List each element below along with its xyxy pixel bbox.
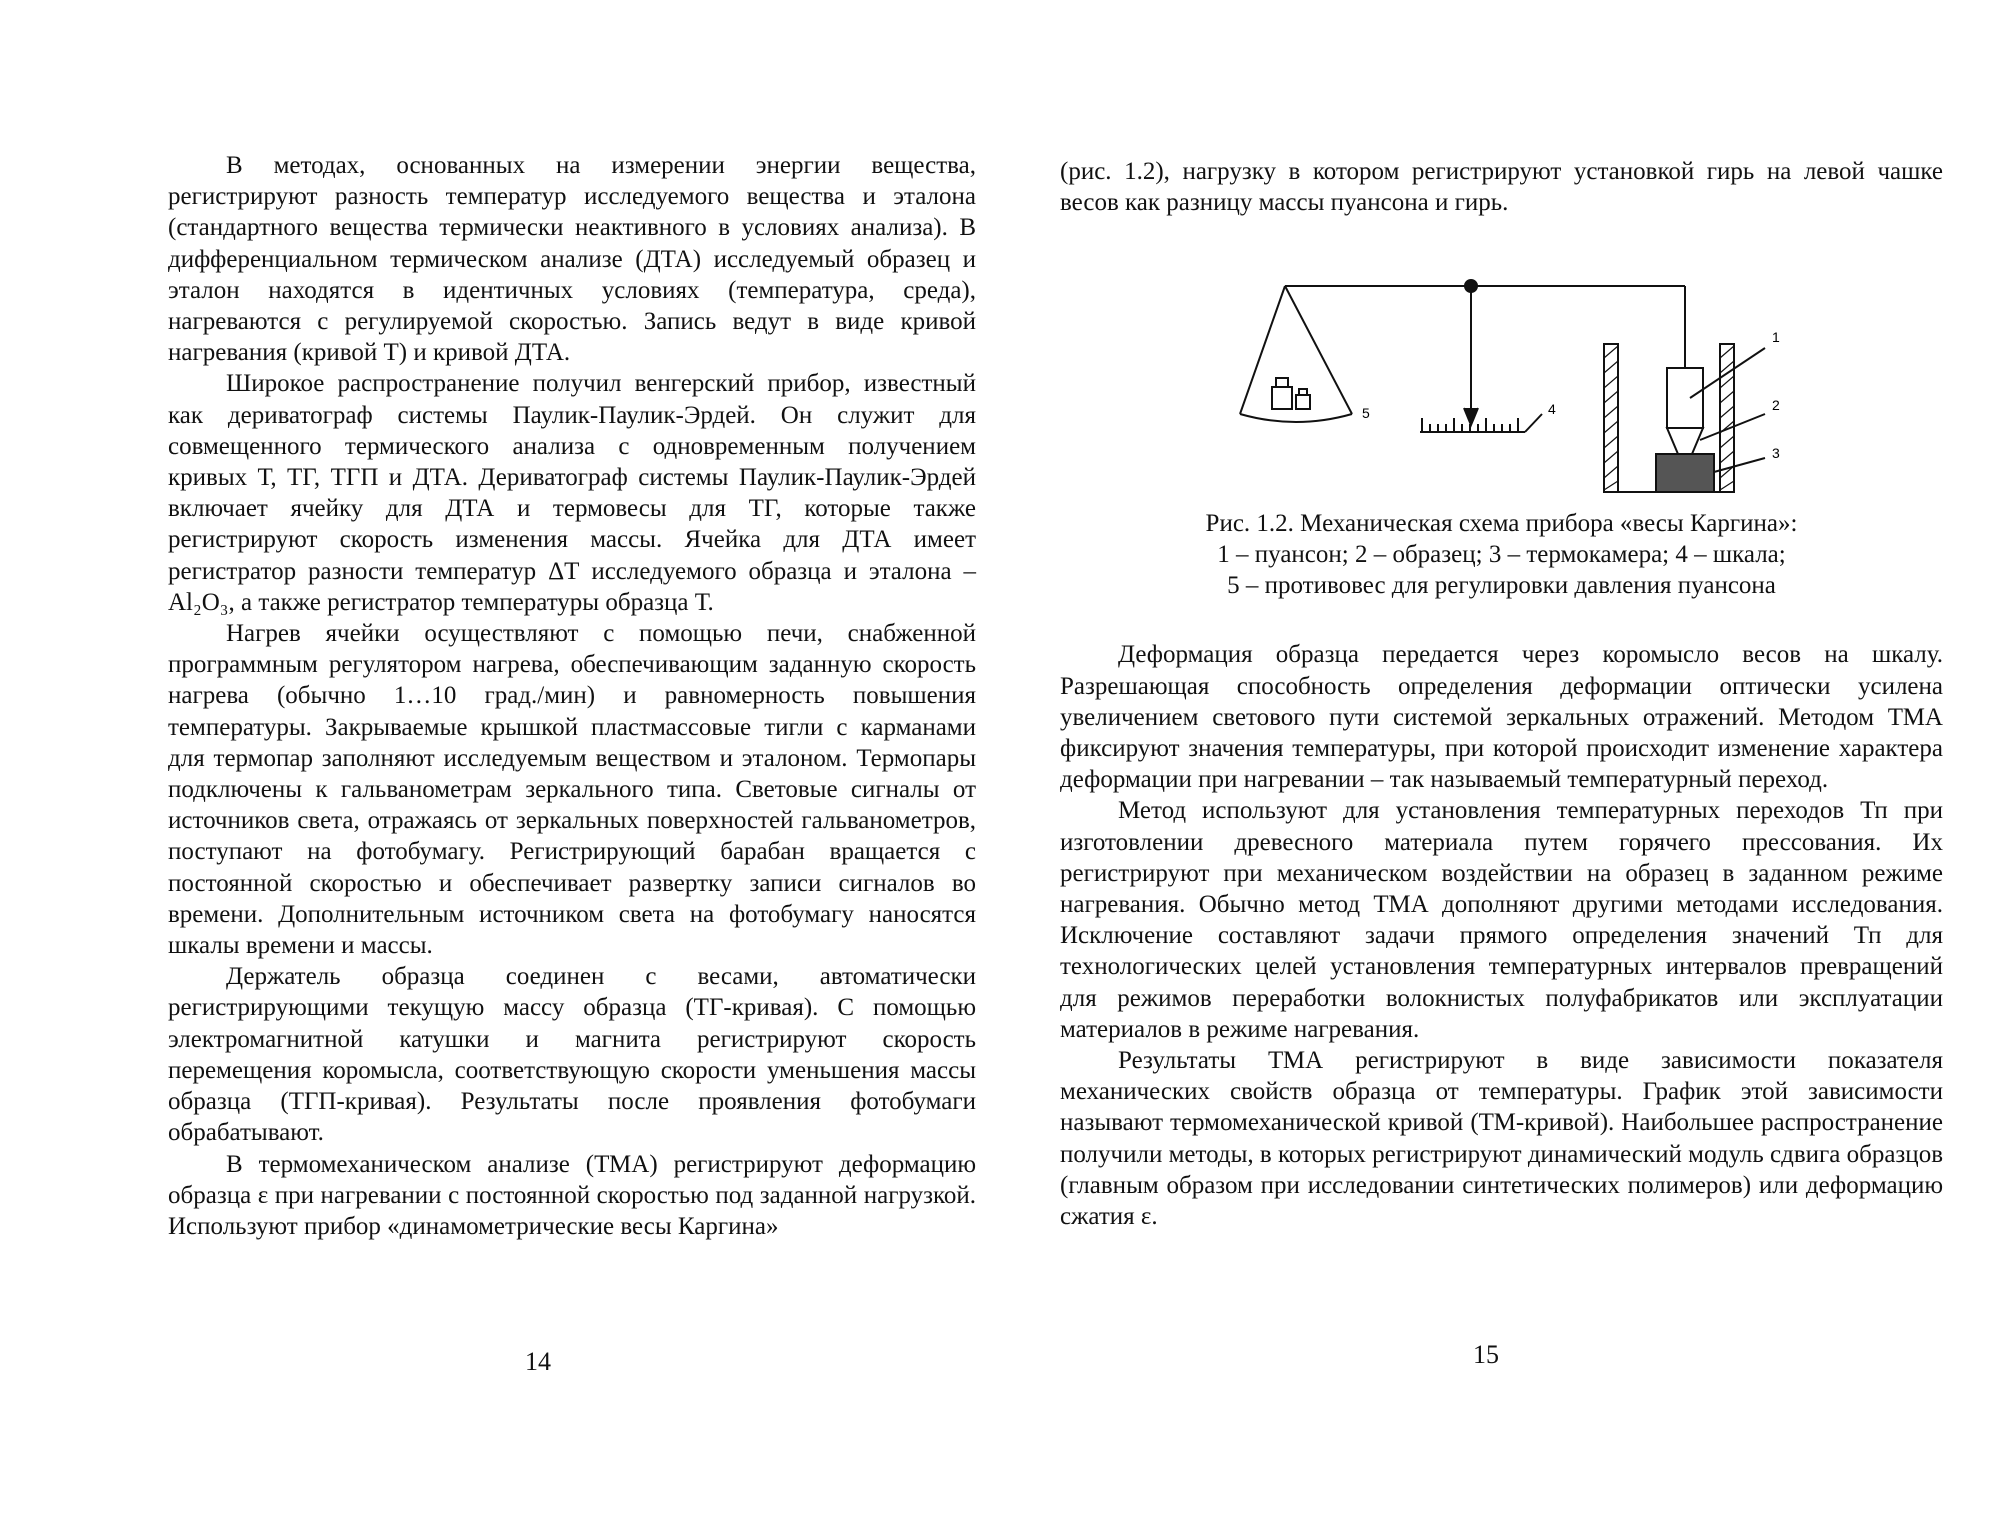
figure-label-3: 3: [1772, 445, 1780, 462]
pan: [1240, 414, 1352, 422]
figure-label-2: 2: [1772, 397, 1780, 414]
paragraph: В методах, основанных на измерении энергии вещества, регистрируют разность температур исследуемого вещества и эталона (стандартного вещества термически неактивного в условиях анализа). В дифференциальном термическом анализе (ДТА) исследуемый образец и эталон находятся в идентичных условиях (температура, среда), нагреваются с регулируемой скоростью. Запись ведут в виде кривой нагревания (кривой Т) и кривой ДТА.: [168, 152, 976, 367]
figure-label-4: 4: [1548, 401, 1556, 418]
leader-1: [1690, 348, 1765, 398]
paragraph: Держатель образца соединен с весами, автоматически регистрирующими текущую массу образца (ТГ-кривая). С помощью электромагнитной катушки и магнита регистрируют скорость перемещения коромысла, соответствующую скорости уменьшения массы образца (ТГП-кривая). Результаты после проявления фотобумаги обрабатывают.: [168, 963, 976, 1147]
leader-2: [1700, 414, 1765, 440]
chamber-wall-left: [1604, 344, 1618, 492]
figure-kargin-balance: [1060, 218, 1943, 508]
paragraph: Деформация образца передается через коромысло весов на шкалу. Разрешающая способность определения деформации оптически усилена увеличением светового пути системой зеркальных отражений. Методом ТМА фиксируют значения температуры, при которой происходит изменение характера деформации при нагревании – так называемый температурный переход.: [1060, 641, 1943, 794]
pan-string-left: [1240, 286, 1285, 414]
caption-line: 1 – пуансон; 2 – образец; 3 – термокамера; 4 – шкала;: [1217, 541, 1786, 569]
paragraph: Широкое распространение получил венгерский прибор, известный как дериватограф системы Паулик-Паулик-Эрдей. Он служит для совмещенного термического анализа с одновременным получением кривых Т, ТГ, ТГП и ДТА. Дериватограф системы Паулик-Паулик-Эрдей включает ячейку для ДТА и термовесы для ТГ, которые также регистрируют скорость изменения массы. Ячейка для ДТА имеет регистратор разности температур ΔТ исследуемого образца и эталона – Al₂O₃, а также регистратор температуры образца Т.: [168, 370, 976, 616]
paragraph-continuation: (рис. 1.2), нагрузку в котором регистрируют установкой гирь на левой чашке весов как разницу массы пуансона и гирь.: [1060, 158, 1943, 217]
left-page: [168, 150, 976, 1242]
caption-line: Рис. 1.2. Механическая схема прибора «весы Каргина»:: [1205, 510, 1798, 538]
paragraph: Результаты ТМА регистрируют в виде зависимости показателя механических свойств образца от температуры. График этой зависимости называют термомеханической кривой (ТМ-кривой). Наибольшее распространение получили методы, в которых регистрируют динамический модуль сдвига образцов (главным образом при исследовании синтетических полимеров) или деформацию сжатия ε.: [1060, 1047, 1943, 1231]
figure-label-1: 1: [1772, 329, 1780, 346]
page-number-right: 15: [1473, 1340, 1499, 1369]
scale-leader: [1525, 414, 1542, 432]
punch: [1667, 368, 1703, 428]
pointer-tip: [1464, 408, 1478, 425]
sample: [1656, 454, 1714, 492]
weight-large-knob: [1276, 378, 1288, 387]
right-page: [1060, 156, 1943, 1232]
paragraph: Метод используют для установления температурных переходов Тп при изготовлении древесного материала путем горячего прессования. Их регистрируют при механическом воздействии на образец в заданном режиме нагревания. Обычно метод ТМА дополняют другими методами исследования. Исключение составляют задачи прямого определения значений Тп для технологических целей установления температурных интервалов превращений для режимов переработки волокнистых полуфабрикатов или эксплуатации материалов в режиме нагревания.: [1060, 797, 1943, 1043]
weight-small-knob: [1299, 389, 1307, 395]
paragraph: Нагрев ячейки осуществляют с помощью печи, снабженной программным регулятором нагрева, обеспечивающим заданную скорость нагрева (обычно 1…10 град./мин) и равномерность повышения температуры. Закрываемые крышкой пластмассовые тигли с карманами для термопар заполняют исследуемым веществом и эталоном. Термопары подключены к гальванометрам зеркального типа. Световые сигналы от источников света, отражаясь от зеркальных поверхностей гальванометров, поступают на фотобумагу. Регистрирующий барабан вращается с постоянной скоростью и обеспечивает развертку записи сигналов во времени. Дополнительным источником света на фотобумагу наносятся шкалы времени и массы.: [168, 620, 976, 960]
balance-diagram: [1060, 218, 1943, 508]
weight-small: [1296, 395, 1310, 409]
weight-large: [1272, 387, 1292, 409]
paragraph: В термомеханическом анализе (ТМА) регистрируют деформацию образца ε при нагревании с постоянной скоростью под заданной нагрузкой. Используют прибор «динамометрические весы Каргина»: [168, 1150, 976, 1240]
caption-line: 5 – противовес для регулировки давления пуансона: [1227, 572, 1776, 600]
figure-label-5: 5: [1362, 405, 1370, 422]
page-number-left: 14: [525, 1347, 551, 1376]
leader-3: [1714, 458, 1765, 472]
figure-caption: [1060, 508, 1943, 601]
punch-tip: [1667, 428, 1703, 454]
